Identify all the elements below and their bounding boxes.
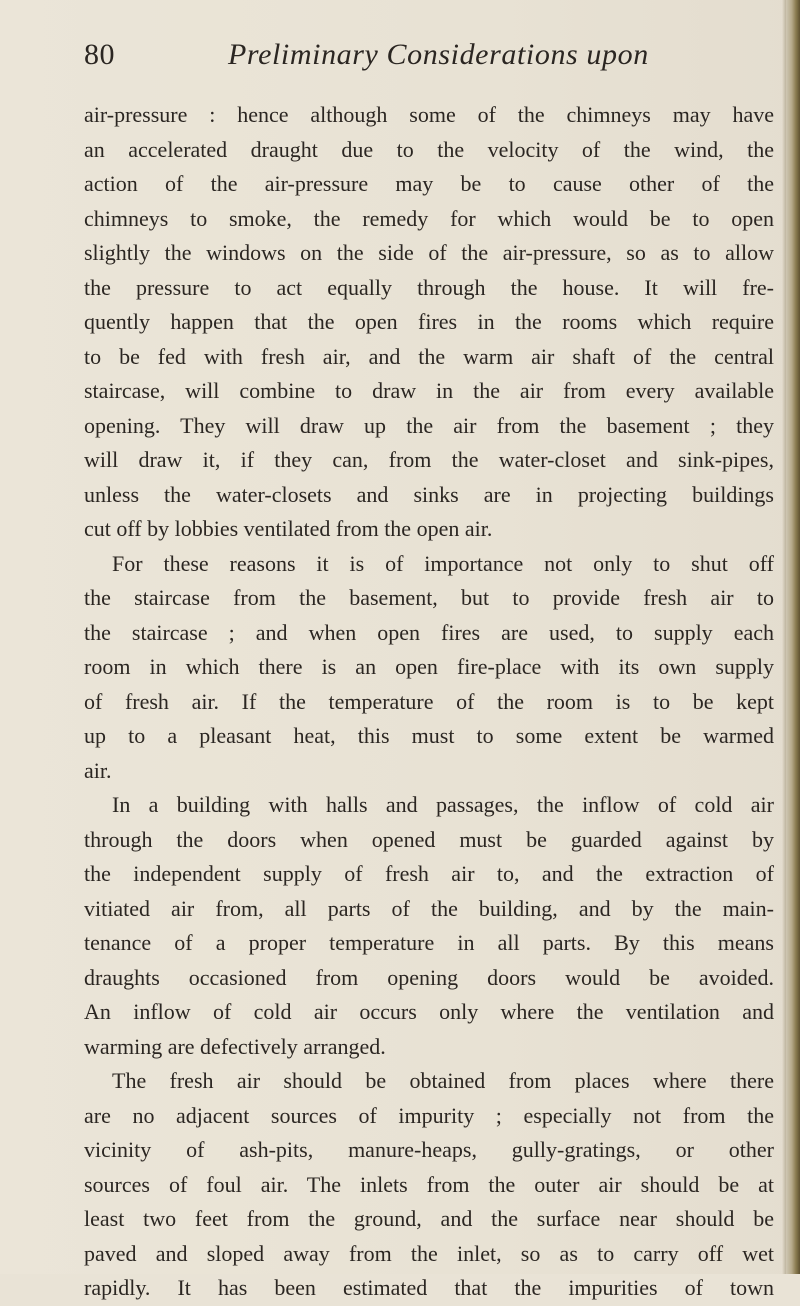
text-line: unless the water-closets and sinks are in projecting buildings — [84, 481, 774, 507]
text-line: vicinity of ash-pits, manure-heaps, gully-gratings, or other — [84, 1137, 774, 1162]
running-title: Preliminary Considerations upon — [228, 38, 649, 71]
text-line: chimneys to smoke, the remedy for which would be to open — [84, 205, 774, 231]
body-text — [84, 98, 774, 1306]
text-line: up to a pleasant heat, this must to some extent be warmed — [84, 723, 774, 748]
text-line: action of the air-pressure may be to cause other of the — [84, 171, 774, 196]
text-line: In a building with halls and passages, the inflow of cold air — [112, 792, 774, 817]
text-line: through the doors when opened must be guarded against by — [84, 826, 774, 852]
text-line: air-pressure : hence although some of the chimneys may have — [84, 102, 774, 127]
text-line: least two feet from the ground, and the surface near should be — [84, 1206, 774, 1231]
text-line: staircase, will combine to draw in the air from every available — [84, 378, 774, 403]
text-line: cut off by lobbies ventilated from the open air. — [84, 516, 493, 541]
text-line: warming are defectively arranged. — [84, 1033, 386, 1059]
text-line: An inflow of cold air occurs only where the ventilation and — [84, 999, 774, 1024]
text-line: slightly the windows on the side of the air-pressure, so as to allow — [84, 240, 774, 265]
text-line: quently happen that the open fires in the rooms which require — [84, 309, 774, 334]
text-line: tenance of a proper temperature in all parts. By this means — [84, 930, 774, 955]
text-line: vitiated air from, all parts of the building, and by the main- — [84, 895, 774, 921]
page-number: 80 — [84, 38, 115, 71]
text-line: room in which there is an open fire-place with its own supply — [84, 654, 774, 679]
text-line: the independent supply of fresh air to, and the extraction of — [84, 861, 774, 886]
text-line: the staircase ; and when open fires are used, to supply each — [84, 619, 774, 645]
text-line: paved and sloped away from the inlet, so as to carry off wet — [84, 1240, 774, 1266]
text-line: opening. They will draw up the air from the basement ; they — [84, 412, 774, 438]
text-line: of fresh air. If the temperature of the room is to be kept — [84, 688, 774, 714]
text-line: For these reasons it is of importance not only to shut off — [112, 550, 774, 576]
text-line: the pressure to act equally through the house. It will fre- — [84, 274, 774, 300]
text-line: will draw it, if they can, from the water-closet and sink-pipes, — [84, 447, 774, 472]
text-line: The fresh air should be obtained from places where there — [112, 1068, 774, 1093]
text-line: rapidly. It has been estimated that the impurities of town — [84, 1275, 774, 1300]
text-line: are no adjacent sources of impurity ; especially not from the — [84, 1102, 774, 1128]
page-edge — [786, 0, 800, 1274]
text-line: sources of foul air. The inlets from the outer air should be at — [84, 1171, 774, 1197]
text-line: an accelerated draught due to the velocity of the wind, the — [84, 136, 774, 162]
text-line: draughts occasioned from opening doors would be avoided. — [84, 964, 774, 990]
text-line: air. — [84, 757, 112, 783]
page-header — [84, 38, 774, 78]
text-line: to be fed with fresh air, and the warm air shaft of the central — [84, 343, 774, 369]
text-line: the staircase from the basement, but to provide fresh air to — [84, 585, 774, 610]
